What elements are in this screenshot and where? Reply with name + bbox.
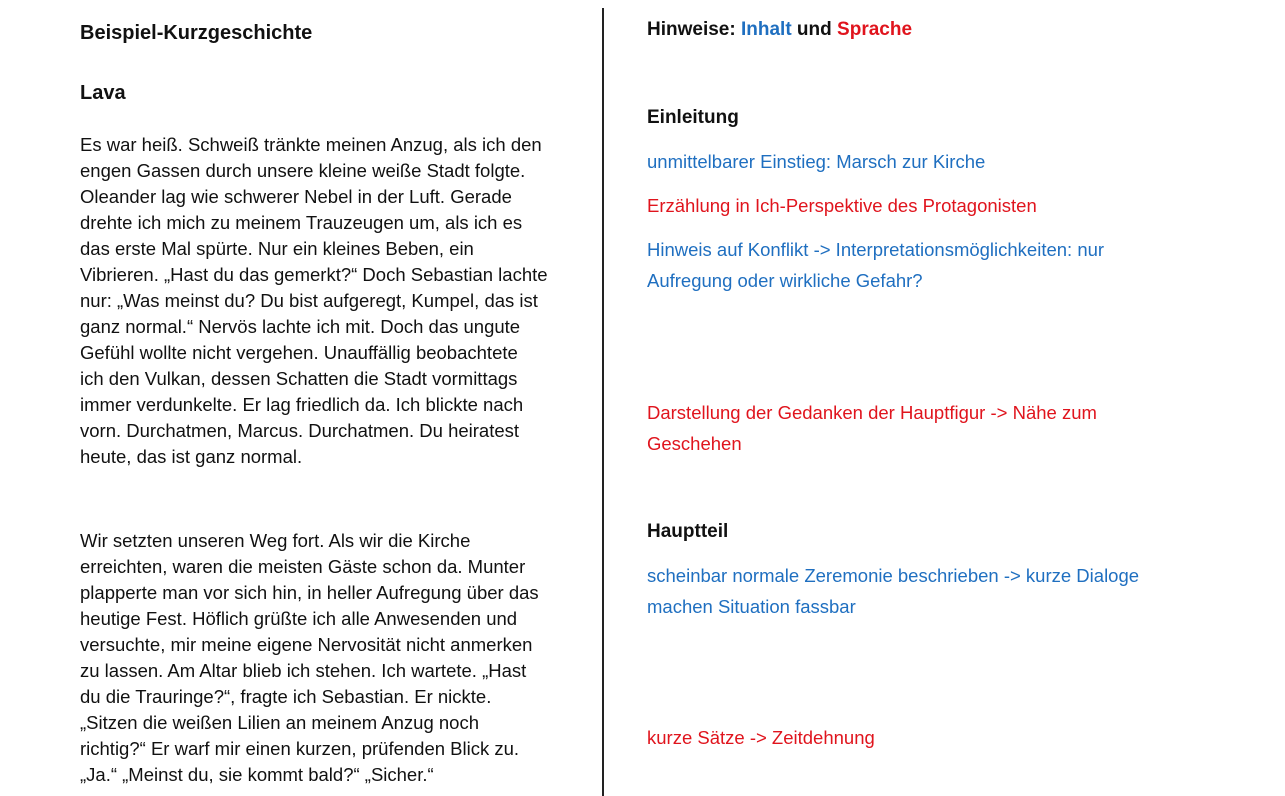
notes-header: [647, 16, 1267, 44]
note-zeitdehnung: kurze Sätze -> Zeitdehnung: [647, 727, 875, 748]
note-zeremonie: scheinbar normale Zeremonie beschrieben -> kurze Dialoge machen Situation fassbar: [647, 565, 1140, 617]
legend-inhalt: Inhalt: [740, 19, 792, 40]
story-title: Lava: [80, 82, 126, 104]
column-divider: [602, 8, 604, 796]
notes-header-prefix: Hinweise:: [647, 19, 741, 40]
section-heading-hauptteil: Hauptteil: [647, 521, 729, 542]
section-heading-einleitung: Einleitung: [647, 107, 739, 128]
story-paragraph-2: Wir setzten unseren Weg fort. Als wir die Kirche erreichten, waren die meisten Gäste schon da. Munter plapperte man vor sich hin, in heller Aufregung über das heutige Fest. Höflich grüßte ich alle Anwesenden und versuchte, mir meine eigene Nervosität nicht anmerken zu lassen. Am Altar blieb ich stehen. Ich wartete. „Hast du die Trauringe?“, fragte ich Sebastian. Er nickte. „Sitzen die weißen Lilien an meinem Anzug noch richtig?“ Er warf mir einen kurzen, prüfenden Blick zu. „Ja.“ „Meinst du, sie kommt bald?“ „Sicher.“: [80, 530, 539, 785]
note-gedanken: Darstellung der Gedanken der Hauptfigur -> Nähe zum Geschehen: [647, 402, 1097, 454]
document-title: Beispiel-Kurzgeschichte: [80, 22, 313, 44]
notes-column: [647, 16, 1267, 796]
note-konflikt: Hinweis auf Konflikt -> Interpretationsmöglichkeiten: nur Aufregung oder wirkliche Gefahr?: [647, 239, 1105, 291]
legend-sprache: Sprache: [837, 19, 913, 40]
story-paragraph-1: Es war heiß. Schweiß tränkte meinen Anzug, als ich den engen Gassen durch unsere kleine weiße Stadt folgte. Oleander lag wie schwerer Nebel in der Luft. Gerade drehte ich mich zu meinem Trauzeugen um, als ich es das erste Mal spürte. Nur ein kleines Beben, ein Vibrieren. „Hast du das gemerkt?“ Doch Sebastian lachte nur: „Was meinst du? Du bist aufgeregt, Kumpel, das ist ganz normal.“ Nervös lachte ich mit. Doch das ungute Gefühl wollte nicht vergehen. Unauffällig beobachtete ich den Vulkan, dessen Schatten die Stadt vormittags immer verdunkelte. Er lag friedlich da. Ich blickte nach vorn. Durchatmen, Marcus. Durchatmen. Du heiratest heute, das ist ganz normal.: [80, 134, 548, 467]
notes-header-und: und: [791, 19, 838, 40]
note-perspektive: Erzählung in Ich-Perspektive des Protagonisten: [647, 195, 1037, 216]
note-einstieg: unmittelbarer Einstieg: Marsch zur Kirche: [647, 151, 986, 172]
story-column: [80, 18, 580, 788]
